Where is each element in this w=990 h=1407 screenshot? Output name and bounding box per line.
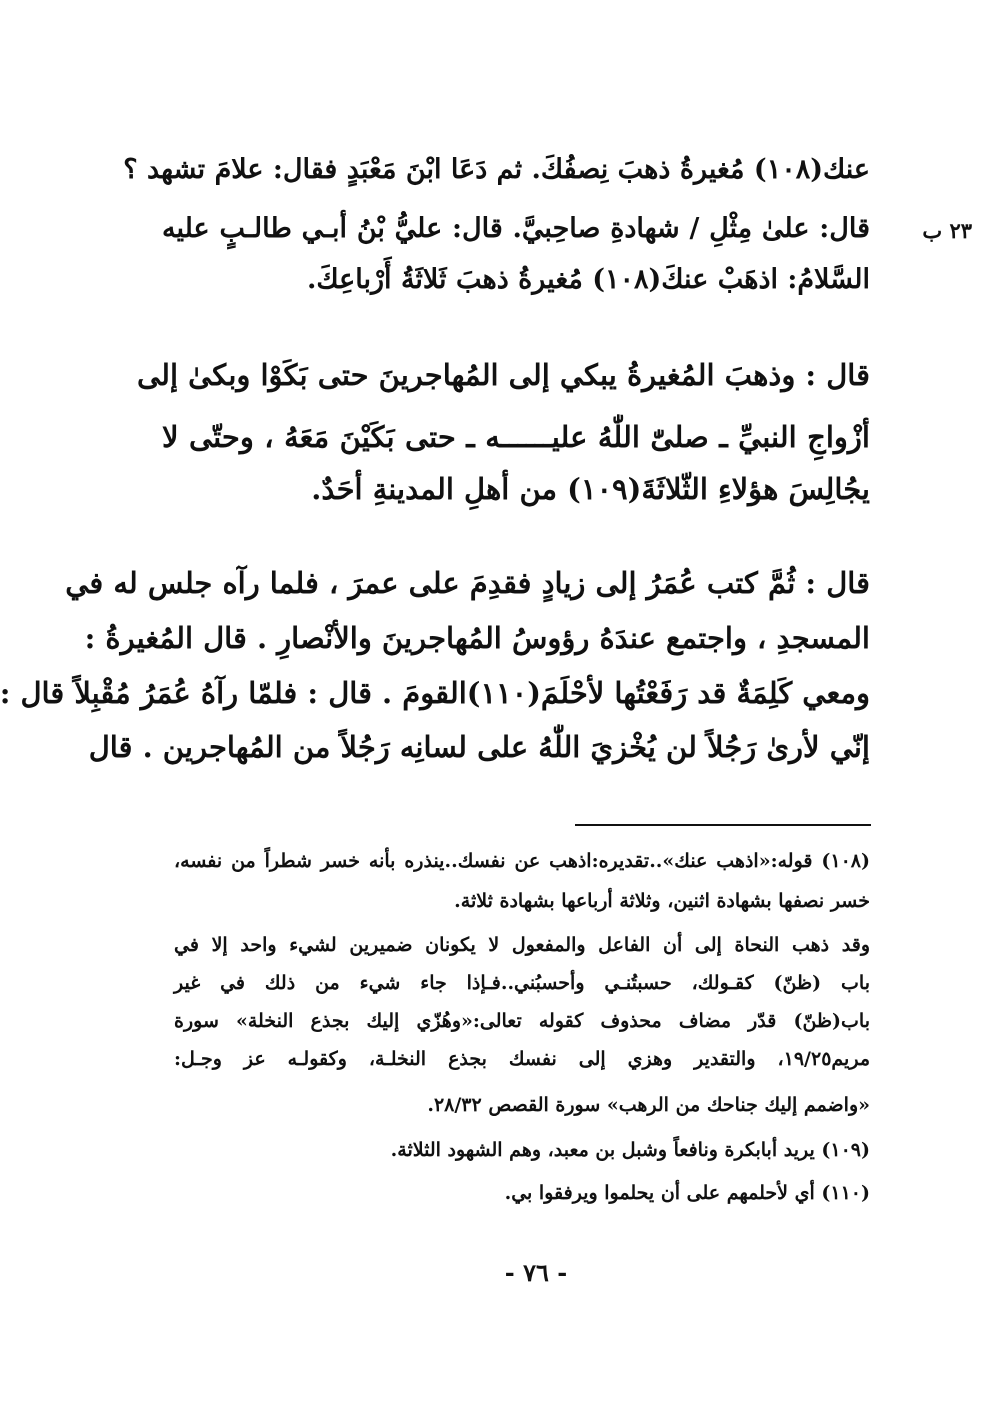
margin-note: ٢٣ ب <box>922 218 972 243</box>
footnote-line-3: وقد ذهب النحاة إلى أن الفاعل والمفعول لا يكونان ضميرين لشيء واحد إلا في <box>174 934 870 956</box>
footnote-line-5: باب(ظنّ) قدّر مضاف محذوف كقوله تعالى:«وهُزّي إليك بجذع النخلة» سورة <box>174 1010 870 1032</box>
para3-line-4: إنّي لأرىٰ رَجُلاً لن يُخْزيَ اللّٰهُ على لسانِه رَجُلاً من المُهاجرين . قال <box>88 730 870 764</box>
footnote-line-7: «واضمم إليك جناحك من الرهب» سورة القصص ٢٨/٣٢. <box>427 1094 870 1116</box>
para2-line-2: أزْواجِ النبيِّ ـ صلىّٰ اللّٰهُ عليــــــه ـ حتى بَكَيْنَ مَعَهُ ، وحتّى لا <box>162 420 870 454</box>
body-line-2: قال: علىٰ مِثْلِ / شهادةِ صاحِبيَّ. قال: عليُّ بْنُ أبـي طالـبٍ عليه <box>162 213 870 244</box>
footnote-separator <box>575 824 871 826</box>
para3-line-3: ومعي كَلِمَةٌ قد رَفَعْتُها لأحْلَمَ(١١٠)القومَ . قال : فلمّا رآهُ عُمَرُ مُقْبِلاً قال : <box>0 676 870 710</box>
footnote-line-1: (١٠٨) قوله:«اذهب عنك»..تقديره:اذهب عن نفسك..ينذره بأنه خسر شطراً من نفسه، <box>174 850 870 872</box>
footnote-line-9: (١١٠) أي لأحلمهم على أن يحلموا ويرفقوا بي. <box>504 1182 870 1204</box>
para2-line-3: يجُالِسَ هؤلاءِ الثّلاثَةَ(١٠٩) من أهلِ المدينةِ أحَدٌ. <box>311 472 870 506</box>
footnote-line-2: خسر نصفها بشهادة اثنين، وثلاثة أرباعها بشهادة ثلاثة. <box>454 890 870 912</box>
body-line-1: عنك(١٠٨) مُغيرةُ ذهبَ نِصفُكَ. ثم دَعَا ابْنَ مَعْبَدٍ فقال: علامَ تشهد ؟ <box>123 154 870 185</box>
page-number: - ٧٦ - <box>504 1258 568 1287</box>
para3-line-2: المسجدِ ، واجتمع عندَهُ رؤوسُ المُهاجرينَ والأنْصارِ . قال المُغيرةُ : <box>84 621 870 655</box>
para3-line-1: قال : ثُمَّ كتب عُمَرُ إلى زيادٍ فقدِمَ على عمرَ ، فلما رآه جلس له في <box>65 566 870 600</box>
body-line-3: السَّلامُ: اذهَبْ عنكَ(١٠٨) مُغيرةُ ذهبَ ثَلاثَةُ أَرْباعِكَ. <box>307 264 870 295</box>
footnote-line-4: باب (ظنّ) كقـولك، حسبتُنـي وأحسبُني..فـإذا جاء شيء من ذلك في غير <box>174 972 870 994</box>
footnote-line-6: مريم١٩/٢٥، والتقدير وهزي إلى نفسك بجذع النخلـة، وكقولـه عز وجـل: <box>174 1048 870 1070</box>
footnote-line-8: (١٠٩) يريد أبابكرة ونافعاً وشبل بن معبد، وهم الشهود الثلاثة. <box>390 1139 870 1161</box>
para2-line-1: قال : وذهبَ المُغيرةُ يبكي إلى المُهاجرينَ حتى بَكَوْا وبكىٰ إلى <box>136 358 870 392</box>
